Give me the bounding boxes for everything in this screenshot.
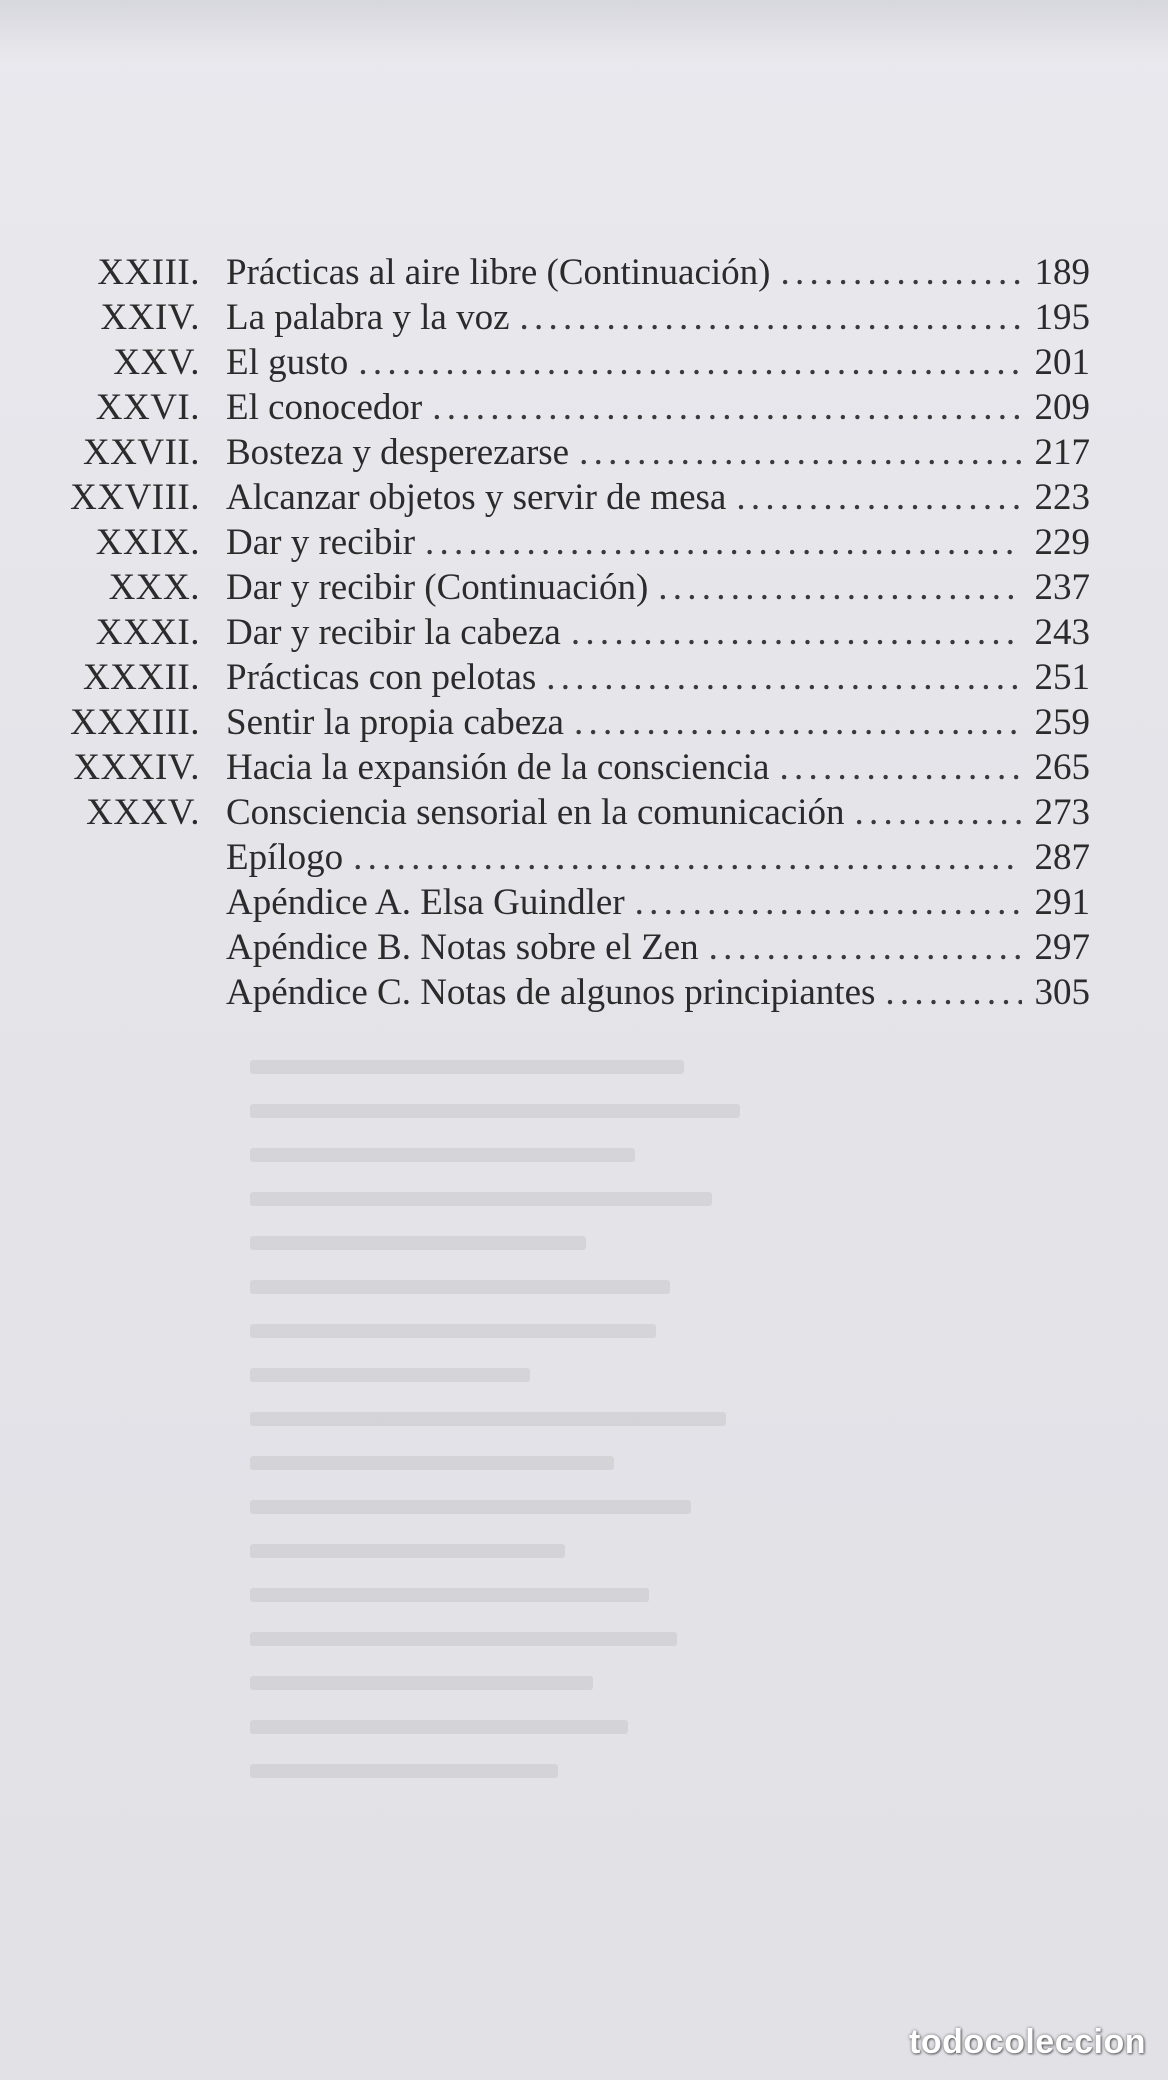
chapter-number: XXVIII. [70,477,200,518]
chapter-title: Alcanzar objetos y servir de mesa [226,477,727,518]
page-number: 209 [1034,387,1090,428]
chapter-title: Sentir la propia cabeza [226,702,564,743]
page-number: 237 [1034,567,1090,608]
chapter-title: Prácticas con pelotas [226,657,537,698]
chapter-number: XXV. [113,342,200,383]
dot-leader [855,790,1022,835]
page-number: 259 [1034,702,1090,743]
chapter-number: XXVI. [95,387,200,428]
dot-leader [779,745,1022,790]
chapter-number: XXIV. [100,297,200,338]
chapter-title: Prácticas al aire libre (Continuación) [226,252,771,293]
toc-entry [40,655,1090,700]
chapter-number: XXXIV. [73,747,200,788]
chapter-number: XXX. [108,567,200,608]
page-number: 201 [1034,342,1090,383]
dot-leader [635,880,1022,925]
toc-entry [40,520,1090,565]
chapter-number: XXXIII. [70,702,200,743]
chapter-title: Apéndice C. Notas de algunos principiantes [226,972,876,1013]
page-number: 297 [1034,927,1090,968]
page-number: 265 [1034,747,1090,788]
page-number: 251 [1034,657,1090,698]
toc-entry [40,475,1090,520]
toc-entry [40,700,1090,745]
dot-leader [353,835,1022,880]
chapter-title: Consciencia sensorial en la comunicación [226,792,845,833]
dot-leader [425,520,1022,565]
chapter-title: Epílogo [226,837,344,878]
toc-entry [40,745,1090,790]
toc-entry [40,610,1090,655]
page-number: 195 [1034,297,1090,338]
table-of-contents [40,250,1090,1015]
dot-leader [358,340,1022,385]
chapter-title: Bosteza y desperezarse [226,432,570,473]
chapter-title: Dar y recibir (Continuación) [226,567,649,608]
toc-entry [40,430,1090,475]
dot-leader [546,655,1022,700]
toc-entry [40,880,1090,925]
chapter-title: Hacia la expansión de la consciencia [226,747,770,788]
toc-entry [40,790,1090,835]
chapter-title: Dar y recibir [226,522,416,563]
dot-leader [781,250,1022,295]
chapter-number: XXVII. [82,432,200,473]
toc-entry [40,250,1090,295]
dot-leader [579,430,1022,475]
dot-leader [432,385,1022,430]
dot-leader [571,610,1022,655]
chapter-number: XXIII. [97,252,200,293]
dot-leader [574,700,1022,745]
toc-entry [40,295,1090,340]
toc-entry [40,835,1090,880]
page-number: 223 [1034,477,1090,518]
chapter-title: La palabra y la voz [226,297,510,338]
dot-leader [520,295,1022,340]
toc-entry [40,925,1090,970]
toc-entry [40,970,1090,1015]
page-number: 291 [1034,882,1090,923]
page-number: 305 [1034,972,1090,1013]
page-number: 229 [1034,522,1090,563]
chapter-number: XXXI. [95,612,200,653]
page-number: 217 [1034,432,1090,473]
watermark-logo: todocoleccion [909,2023,1146,2061]
toc-entry [40,385,1090,430]
page-number: 287 [1034,837,1090,878]
chapter-title: El gusto [226,342,349,383]
toc-entry [40,565,1090,610]
dot-leader [885,970,1022,1015]
page-number: 189 [1034,252,1090,293]
dot-leader [658,565,1022,610]
dot-leader [736,475,1022,520]
dot-leader [709,925,1022,970]
chapter-number: XXXII. [82,657,200,698]
page-top-shadow [0,0,1168,60]
chapter-number: XXXV. [86,792,200,833]
chapter-title: Apéndice B. Notas sobre el Zen [226,927,699,968]
chapter-title: Apéndice A. Elsa Guindler [226,882,625,923]
page-number: 243 [1034,612,1090,653]
page-number: 273 [1034,792,1090,833]
toc-entry [40,340,1090,385]
chapter-number: XXIX. [95,522,200,563]
show-through-text [250,1030,950,1808]
chapter-title: Dar y recibir la cabeza [226,612,561,653]
chapter-title: El conocedor [226,387,423,428]
